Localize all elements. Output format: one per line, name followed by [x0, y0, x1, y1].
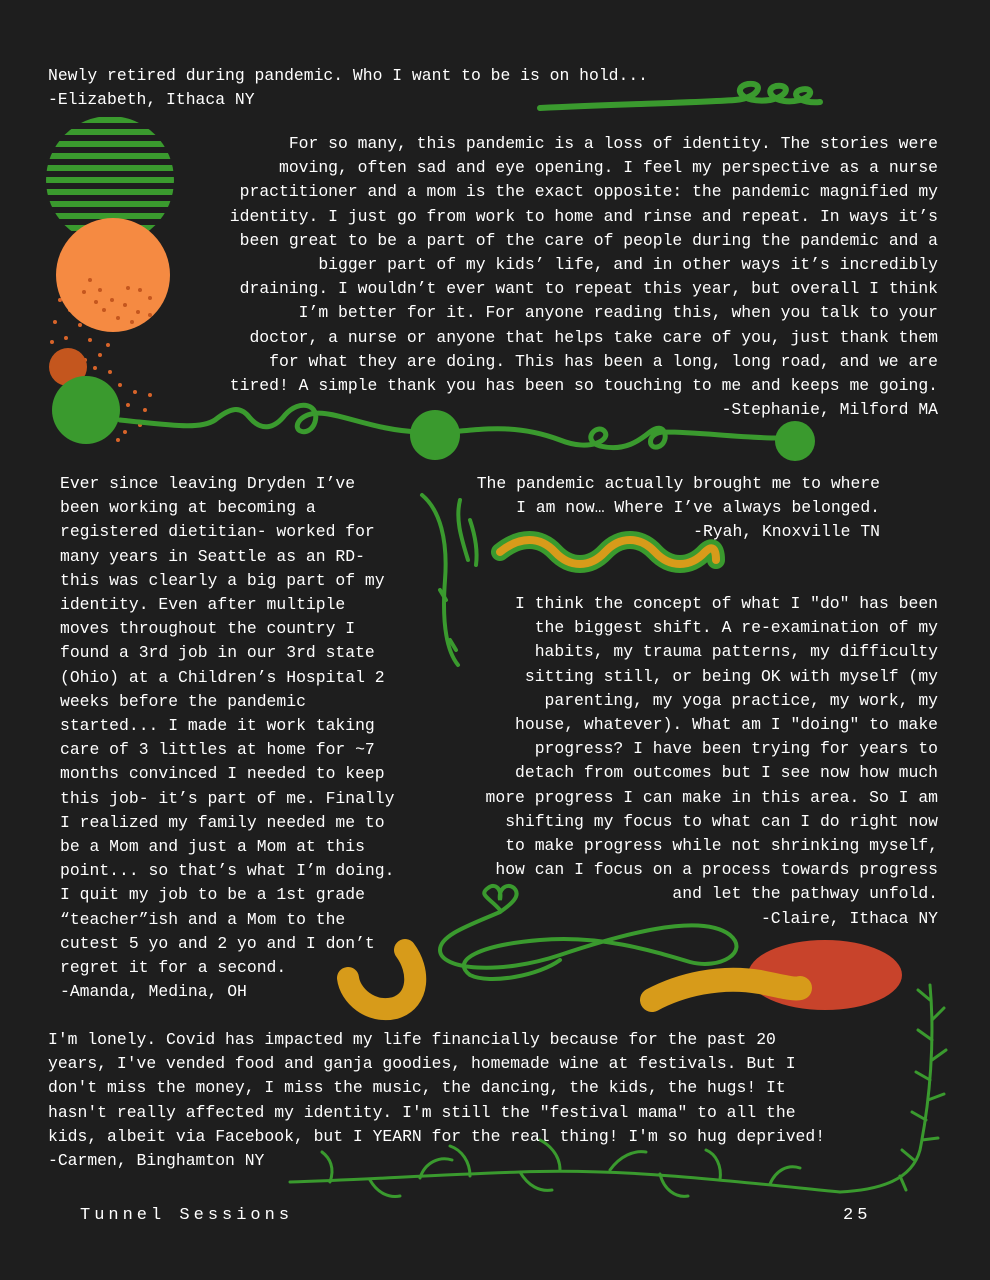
- story-line: I'm lonely. Covid has impacted my life financially because for the past 20: [48, 1030, 776, 1049]
- story-line: for what they are doing. This has been a long, long road, and we are: [269, 351, 938, 371]
- story-attribution: -Claire, Ithaca NY: [760, 908, 938, 928]
- page-number: 25: [843, 1206, 872, 1225]
- story-line: moves throughout the country I: [60, 619, 356, 639]
- story-line: been working at becoming a: [60, 498, 316, 518]
- story-line: kids, albeit via Facebook, but I YEARN for the real thing! I'm so hug deprived!: [48, 1126, 826, 1146]
- story-line: many years in Seattle as an RD-: [60, 546, 365, 566]
- story-line: I am now… Where I’ve always belonged.: [516, 498, 880, 518]
- story-line: sitting still, or being OK with myself (my: [524, 666, 938, 686]
- story-line: how can I focus on a process towards progress: [495, 860, 938, 880]
- story-line: identity. I just go from work to home and rinse and repeat. In ways it’s: [229, 206, 938, 226]
- story-line: moving, often sad and eye opening. I feel my perspective as a nurse: [278, 158, 938, 178]
- story-line: I realized my family needed me to: [60, 812, 385, 832]
- story-attribution: -Ryah, Knoxville TN: [693, 522, 880, 542]
- story-line: The pandemic actually brought me to where: [476, 474, 880, 493]
- green-stem-decoration: [422, 495, 477, 665]
- story-elizabeth: [48, 64, 648, 112]
- story-attribution: -Elizabeth, Ithaca NY: [48, 90, 255, 110]
- story-amanda: [60, 472, 394, 1004]
- story-line: tired! A simple thank you has been so touching to me and keeps me going.: [229, 376, 938, 396]
- story-line: (Ohio) at a Children’s Hospital 2: [60, 667, 385, 687]
- mustard-worm: [652, 980, 800, 1000]
- story-line: house, whatever). What am I "doing" to make: [515, 715, 938, 735]
- story-line: be a Mom and just a Mom at this: [60, 837, 365, 857]
- story-line: found a 3rd job in our 3rd state: [60, 643, 375, 663]
- story-line: registered dietitian- worked for: [60, 522, 375, 542]
- story-line: weeks before the pandemic: [60, 691, 306, 711]
- story-line: habits, my trauma patterns, my difficulty: [534, 642, 938, 662]
- story-line: regret it for a second.: [60, 958, 287, 978]
- story-line: “teacher”ish and a Mom to the: [60, 909, 346, 929]
- story-line: For so many, this pandemic is a loss of identity. The stories were: [288, 134, 938, 153]
- story-line: I’m better for it. For anyone reading this, when you talk to your: [298, 303, 938, 323]
- right-vine-decoration: [840, 985, 946, 1192]
- story-line: draining. I wouldn’t ever want to repeat this year, but overall I think: [239, 279, 938, 299]
- publication-title: Tunnel Sessions: [80, 1206, 294, 1225]
- story-stephanie: [230, 132, 938, 422]
- story-line: months convinced I needed to keep: [60, 764, 385, 784]
- story-line: to make progress while not shrinking myself,: [505, 836, 938, 856]
- story-line: progress? I have been trying for years to: [534, 739, 938, 759]
- story-line: point... so that’s what I’m doing.: [60, 861, 395, 881]
- story-line: parenting, my yoga practice, my work, my: [544, 690, 938, 710]
- story-line: Newly retired during pandemic. Who I want to be is on hold...: [48, 66, 648, 85]
- story-line: hasn't really affected my identity. I'm still the "festival mama" to all the: [48, 1102, 796, 1122]
- story-line: I think the concept of what I "do" has been: [515, 594, 938, 613]
- story-line: bigger part of my kids’ life, and in other ways it’s incredibly: [318, 255, 938, 275]
- story-line: doctor, a nurse or anyone that helps take care of you, just thank them: [249, 327, 938, 347]
- orange-circle: [56, 218, 170, 332]
- story-claire: [486, 592, 938, 931]
- story-line: I quit my job to be a 1st grade: [60, 885, 365, 905]
- green-circle-left: [52, 376, 120, 444]
- story-line: years, I've vended food and ganja goodies, homemade wine at festivals. But I: [48, 1054, 796, 1074]
- story-line: identity. Even after multiple: [60, 595, 346, 615]
- story-attribution: -Carmen, Binghamton NY: [48, 1151, 265, 1171]
- story-line: practitioner and a mom is the exact opposite: the pandemic magnified my: [239, 182, 938, 202]
- story-line: and let the pathway unfold.: [672, 884, 938, 904]
- story-line: Ever since leaving Dryden I’ve: [60, 474, 356, 493]
- story-ryah: [477, 472, 880, 545]
- story-line: more progress I can make in this area. So I am: [485, 787, 938, 807]
- story-attribution: -Amanda, Medina, OH: [60, 982, 247, 1002]
- story-carmen: [48, 1028, 825, 1173]
- story-line: this was clearly a big part of my: [60, 570, 385, 590]
- story-line: the biggest shift. A re-examination of my: [534, 618, 938, 638]
- story-line: this job- it’s part of me. Finally: [60, 788, 395, 808]
- story-line: shifting my focus to what can I do right now: [505, 811, 938, 831]
- story-line: care of 3 littles at home for ~7: [60, 740, 375, 760]
- story-line: been great to be a part of the care of people during the pandemic and a: [239, 230, 938, 250]
- green-circle-right: [775, 421, 815, 461]
- story-line: don't miss the money, I miss the music, the dancing, the kids, the hugs! It: [48, 1078, 786, 1098]
- story-line: started... I made it work taking: [60, 716, 375, 736]
- story-line: detach from outcomes but I see now how much: [515, 763, 938, 783]
- story-line: cutest 5 yo and 2 yo and I don’t: [60, 933, 375, 953]
- story-attribution: -Stephanie, Milford MA: [721, 400, 938, 420]
